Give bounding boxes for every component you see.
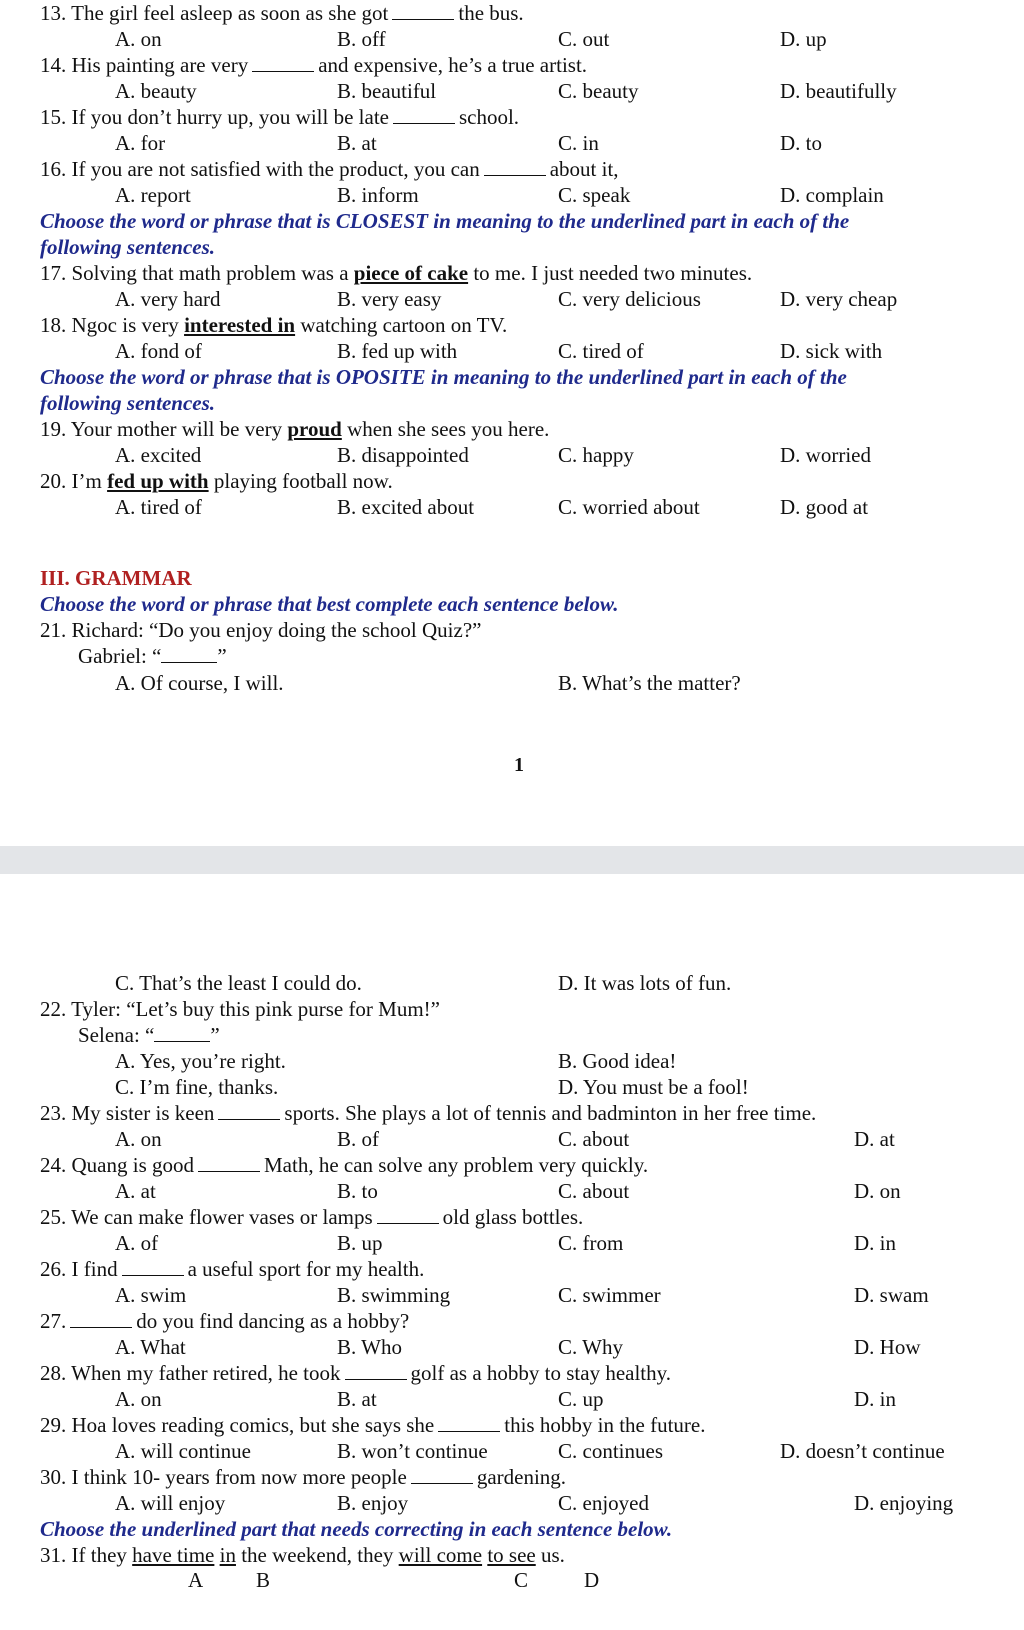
options-21-cd (0, 970, 1024, 997)
question-text: us. (540, 1543, 565, 1567)
question-text: gardening. (476, 1465, 567, 1489)
option-b: B. to (337, 1179, 378, 1203)
reply-text: Selena: “ (78, 1023, 155, 1047)
question-20 (0, 468, 1024, 495)
question-28 (0, 1360, 1024, 1387)
instruction-line: Choose the underlined part that needs correcting in each sentence below. (40, 1517, 673, 1541)
question-22 (0, 996, 1024, 1023)
option-c: C. tired of (558, 339, 644, 363)
answer-blank (161, 644, 217, 663)
option-c: C. about (558, 1179, 630, 1203)
option-a: A. very hard (115, 287, 221, 311)
option-b: B. excited about (337, 495, 475, 519)
option-a: A. excited (115, 443, 202, 467)
option-d: D. at (854, 1127, 895, 1151)
underlined-phrase: proud (287, 417, 342, 441)
option-b: B. Who (337, 1335, 402, 1359)
options-28 (0, 1386, 1024, 1413)
option-d: D. doesn’t continue (780, 1439, 945, 1463)
option-c: C. worried about (558, 495, 700, 519)
question-text: 17. Solving that math problem was a (40, 261, 349, 285)
option-b: B. disappointed (337, 443, 469, 467)
option-d: D. in (854, 1387, 896, 1411)
answer-blank (345, 1361, 407, 1380)
question-text: Math, he can solve any problem very quickly. (264, 1153, 649, 1177)
answer-blank (392, 1, 454, 20)
question-text: 31. If they (40, 1543, 127, 1567)
option-a: A. Of course, I will. (115, 671, 284, 695)
question-18 (0, 312, 1024, 339)
option-b: B. up (337, 1231, 383, 1255)
options-25 (0, 1230, 1024, 1257)
answer-blank (377, 1205, 439, 1224)
underlined-part-a: have time (132, 1543, 215, 1567)
instruction-opposite (0, 364, 1024, 391)
option-a: A. Yes, you’re right. (115, 1049, 286, 1073)
options-16 (0, 182, 1024, 209)
option-a: A. report (115, 183, 191, 207)
instruction-opposite-2 (0, 390, 1024, 417)
option-a: A. on (115, 1127, 162, 1151)
underlined-part-c: will come (398, 1543, 483, 1567)
question-19 (0, 416, 1024, 443)
answer-blank (198, 1153, 260, 1172)
question-text: golf as a hobby to stay healthy. (410, 1361, 672, 1385)
question-text: 15. If you don’t hurry up, you will be late (40, 105, 389, 129)
options-30 (0, 1490, 1024, 1517)
option-b: B. at (337, 1387, 377, 1411)
answer-blank (411, 1465, 473, 1484)
option-d: D. sick with (780, 339, 883, 363)
options-27 (0, 1334, 1024, 1361)
question-text: sports. She plays a lot of tennis and badminton in her free time. (284, 1101, 817, 1125)
instruction-line: Choose the word or phrase that best complete each sentence below. (40, 592, 619, 616)
option-a: A. What (115, 1335, 186, 1359)
question-16 (0, 156, 1024, 183)
question-text: 14. His painting are very (40, 53, 249, 77)
question-text: 13. The girl feel asleep as soon as she got (40, 1, 389, 25)
option-a: A. tired of (115, 495, 202, 519)
answer-blank (70, 1309, 132, 1328)
question-text: 25. We can make flower vases or lamps (40, 1205, 373, 1229)
question-14 (0, 52, 1024, 79)
option-c: C. in (558, 131, 599, 155)
part-label-d: D (584, 1568, 600, 1592)
answer-blank (252, 53, 314, 72)
option-a: A. swim (115, 1283, 187, 1307)
answer-blank (218, 1101, 280, 1120)
options-20 (0, 494, 1024, 521)
page-number (0, 752, 1024, 779)
instruction-complete (0, 591, 1024, 618)
instruction-correct (0, 1516, 1024, 1543)
reply-text: ” (210, 1023, 220, 1047)
question-text: 28. When my father retired, he took (40, 1361, 341, 1385)
option-d: D. on (854, 1179, 901, 1203)
option-c: C. Why (558, 1335, 623, 1359)
question-text: school. (458, 105, 520, 129)
option-a: A. on (115, 27, 162, 51)
question-text: 21. Richard: “Do you enjoy doing the school Quiz?” (40, 618, 482, 642)
option-c: C. swimmer (558, 1283, 661, 1307)
option-d: D. beautifully (780, 79, 897, 103)
question-text: when she sees you here. (347, 417, 550, 441)
option-b: B. won’t continue (337, 1439, 488, 1463)
options-29 (0, 1438, 1024, 1465)
underlined-phrase: fed up with (107, 469, 209, 493)
question-26 (0, 1256, 1024, 1283)
options-19 (0, 442, 1024, 469)
question-text: to me. I just needed two minutes. (473, 261, 753, 285)
question-text: 24. Quang is good (40, 1153, 194, 1177)
question-text: 30. I think 10- years from now more people (40, 1465, 407, 1489)
question-text: playing football now. (213, 469, 393, 493)
section-title: III. GRAMMAR (40, 566, 192, 590)
question-text: a useful sport for my health. (187, 1257, 425, 1281)
instruction-line: Choose the word or phrase that is OPOSITE in meaning to the underlined part in each of the (40, 365, 847, 389)
option-a: A. beauty (115, 79, 197, 103)
option-d: D. complain (780, 183, 884, 207)
answer-blank (122, 1257, 184, 1276)
option-b: B. swimming (337, 1283, 451, 1307)
underlined-phrase: interested in (184, 313, 296, 337)
option-d: D. worried (780, 443, 871, 467)
option-d: D. enjoying (854, 1491, 954, 1515)
question-text: 23. My sister is keen (40, 1101, 215, 1125)
question-text: 16. If you are not satisfied with the product, you can (40, 157, 480, 181)
labels-31 (0, 1567, 1024, 1594)
answer-blank (393, 105, 455, 124)
question-text: this hobby in the future. (504, 1413, 706, 1437)
question-15 (0, 104, 1024, 131)
question-text: 26. I find (40, 1257, 118, 1281)
reply-text: ” (217, 644, 227, 668)
instruction-line: Choose the word or phrase that is CLOSEST in meaning to the underlined part in each of the (40, 209, 850, 233)
option-c: C. enjoyed (558, 1491, 649, 1515)
underlined-phrase: piece of cake (353, 261, 469, 285)
option-b: B. beautiful (337, 79, 437, 103)
question-27 (0, 1308, 1024, 1335)
answer-blank (154, 1023, 210, 1042)
underlined-part-d: to see (487, 1543, 536, 1567)
part-label-a: A (188, 1568, 204, 1592)
option-c: C. I’m fine, thanks. (115, 1075, 279, 1099)
options-22-ab (0, 1048, 1024, 1075)
question-17 (0, 260, 1024, 287)
option-b: B. of (337, 1127, 379, 1151)
option-c: C. That’s the least I could do. (115, 971, 362, 995)
question-30 (0, 1464, 1024, 1491)
option-b: B. Good idea! (558, 1049, 677, 1073)
question-29 (0, 1412, 1024, 1439)
question-text: 29. Hoa loves reading comics, but she says she (40, 1413, 435, 1437)
options-14 (0, 78, 1024, 105)
question-text: the weekend, they (241, 1543, 394, 1567)
question-text: do you find dancing as a hobby? (136, 1309, 410, 1333)
option-c: C. up (558, 1387, 604, 1411)
option-c: C. about (558, 1127, 630, 1151)
option-d: D. in (854, 1231, 896, 1255)
option-b: B. inform (337, 183, 419, 207)
option-a: A. for (115, 131, 166, 155)
section-heading (0, 565, 1024, 592)
question-24 (0, 1152, 1024, 1179)
option-b: B. What’s the matter? (558, 671, 741, 695)
question-21 (0, 617, 1024, 644)
options-18 (0, 338, 1024, 365)
option-a: A. at (115, 1179, 156, 1203)
question-text: old glass bottles. (442, 1205, 584, 1229)
option-b: B. enjoy (337, 1491, 409, 1515)
question-text: 20. I’m (40, 469, 102, 493)
instruction-line: following sentences. (40, 391, 216, 415)
instruction-line: following sentences. (40, 235, 216, 259)
answer-blank (438, 1413, 500, 1432)
option-a: A. on (115, 1387, 162, 1411)
option-d: D. up (780, 27, 827, 51)
option-d: D. very cheap (780, 287, 898, 311)
page-number-text: 1 (514, 754, 524, 776)
part-label-c: C (514, 1568, 529, 1592)
option-b: B. at (337, 131, 377, 155)
option-d: D. You must be a fool! (558, 1075, 749, 1099)
question-text: 19. Your mother will be very (40, 417, 283, 441)
instruction-closest (0, 208, 1024, 235)
option-d: D. It was lots of fun. (558, 971, 732, 995)
page-divider (0, 846, 1024, 874)
question-text: 22. Tyler: “Let’s buy this pink purse for Mum!” (40, 997, 440, 1021)
page-2 (0, 874, 1024, 1630)
option-d: D. good at (780, 495, 869, 519)
option-a: A. will enjoy (115, 1491, 226, 1515)
question-31 (0, 1542, 1024, 1569)
question-text: about it, (549, 157, 619, 181)
answer-blank (484, 157, 546, 176)
option-c: C. out (558, 27, 610, 51)
options-21-ab (0, 670, 1024, 697)
question-text: 27. (40, 1309, 67, 1333)
option-a: A. will continue (115, 1439, 251, 1463)
option-d: D. swam (854, 1283, 929, 1307)
question-25 (0, 1204, 1024, 1231)
option-d: D. How (854, 1335, 921, 1359)
option-c: C. from (558, 1231, 624, 1255)
question-23 (0, 1100, 1024, 1127)
option-b: B. off (337, 27, 386, 51)
option-b: B. very easy (337, 287, 442, 311)
option-c: C. speak (558, 183, 631, 207)
option-a: A. of (115, 1231, 159, 1255)
question-text: 18. Ngoc is very (40, 313, 179, 337)
question-text: watching cartoon on TV. (300, 313, 508, 337)
options-17 (0, 286, 1024, 313)
underlined-part-b: in (219, 1543, 236, 1567)
instruction-closest-2 (0, 234, 1024, 261)
options-13 (0, 26, 1024, 53)
question-text: the bus. (458, 1, 524, 25)
option-b: B. fed up with (337, 339, 458, 363)
options-23 (0, 1126, 1024, 1153)
reply-21 (0, 643, 1024, 670)
question-text: and expensive, he’s a true artist. (318, 53, 588, 77)
reply-22 (0, 1022, 1024, 1049)
options-15 (0, 130, 1024, 157)
part-label-b: B (256, 1568, 271, 1592)
option-c: C. beauty (558, 79, 639, 103)
option-d: D. to (780, 131, 822, 155)
option-c: C. happy (558, 443, 634, 467)
options-22-cd (0, 1074, 1024, 1101)
option-a: A. fond of (115, 339, 202, 363)
reply-text: Gabriel: “ (78, 644, 162, 668)
options-26 (0, 1282, 1024, 1309)
question-13 (0, 0, 1024, 27)
option-c: C. continues (558, 1439, 663, 1463)
options-24 (0, 1178, 1024, 1205)
option-c: C. very delicious (558, 287, 701, 311)
